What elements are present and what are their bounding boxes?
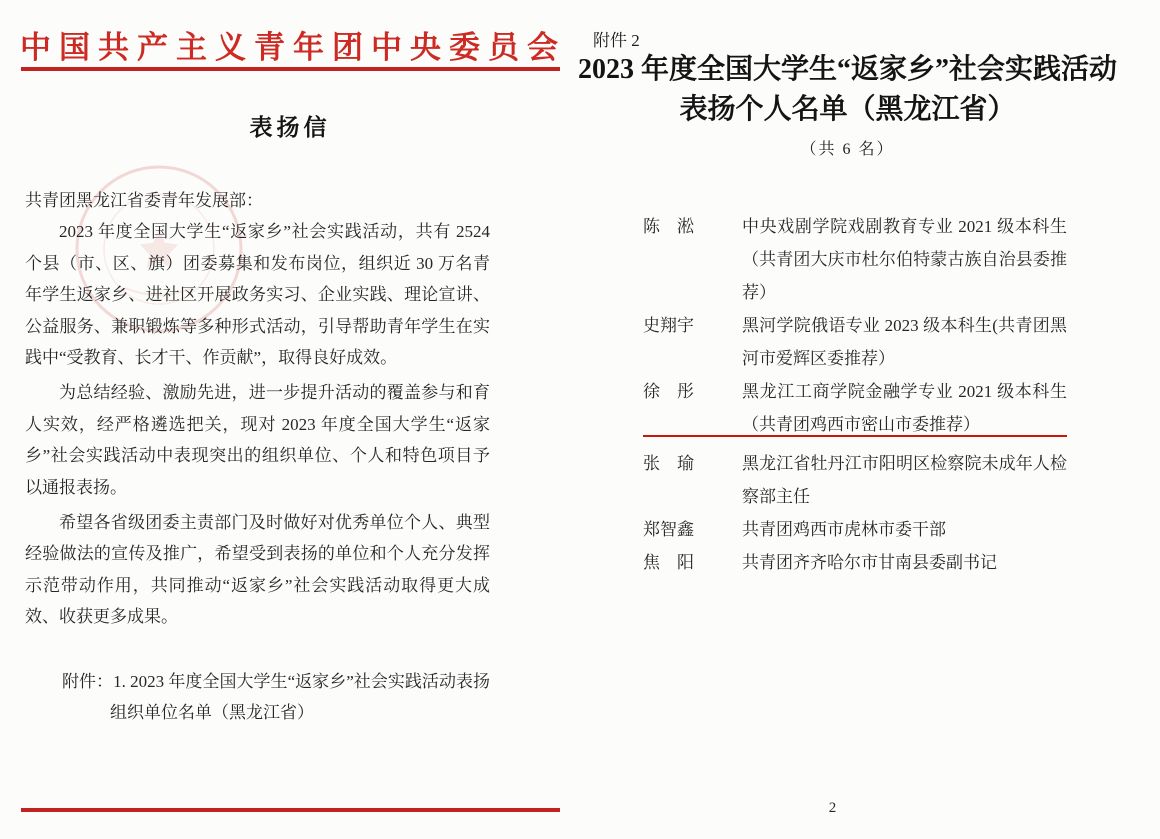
entry-name: 陈 淞 xyxy=(643,217,694,236)
entry-desc: 黑龙江工商学院金融学专业 2021 级本科生（共青团鸡西市密山市委推荐） xyxy=(742,382,1067,434)
org-header: 中国共产主义青年团中央委员会 xyxy=(20,30,566,65)
honoree-list xyxy=(643,210,1067,579)
entry-row xyxy=(643,447,1067,513)
entry-name: 张 瑜 xyxy=(643,454,694,473)
annex-title-line2: 表扬个人名单（黑龙江省） xyxy=(679,94,1016,125)
count-note: （共 6 名） xyxy=(800,141,895,158)
entry-row xyxy=(643,546,1067,579)
annex-label: 附件 2 xyxy=(593,31,640,50)
entry-name: 史翔宇 xyxy=(643,316,694,335)
entry-desc: 黑龙江省牡丹江市阳明区检察院未成年人检察部主任 xyxy=(742,454,1067,506)
letter-paragraph: 2023 年度全国大学生“返家乡”社会实践活动，共有 2524 个县（市、区、旗）团委募集和发布岗位，组织近 30 万名青年学生返家乡、进社区开展政务实习、企业实践、理论宣讲、公益服务、兼职锻炼等多种形式活动，引导帮助青年学生在实践中“受教育、长才干、作贡献”，取得良好成效。 xyxy=(25,222,490,368)
footer-rule xyxy=(21,808,560,812)
header-rule xyxy=(21,67,560,71)
letter-title: 表扬信 xyxy=(249,115,331,140)
entry-desc: 共青团鸡西市虎林市委干部 xyxy=(742,520,946,539)
annex-page xyxy=(575,0,1160,839)
entry-row xyxy=(643,375,1067,441)
letter-paragraph: 为总结经验、激励先进，进一步提升活动的覆盖参与和育人实效，经严格遴选把关，现对 2023 年度全国大学生“返家乡”社会实践活动中表现突出的组织单位、个人和特色项目予以通报表扬。 xyxy=(25,383,490,497)
entry-row xyxy=(643,210,1067,309)
letter-page xyxy=(0,0,575,839)
annex-title xyxy=(575,50,1120,130)
annex-title-line1: 2023 年度全国大学生“返家乡”社会实践活动 xyxy=(577,54,1117,85)
salutation: 共青团黑龙江省委青年发展部： xyxy=(25,191,263,210)
entry-name: 徐 彤 xyxy=(643,382,694,401)
attachment-note: 附件：1. 2023 年度全国大学生“返家乡”社会实践活动表扬组织单位名单（黑龙江省） xyxy=(62,671,490,723)
entry-row xyxy=(643,309,1067,375)
entry-desc: 黑河学院俄语专业 2023 级本科生(共青团黑河市爱辉区委推荐） xyxy=(742,316,1067,368)
entry-desc: 中央戏剧学院戏剧教育专业 2021 级本科生（共青团大庆市杜尔伯特蒙古族自治县委推荐） xyxy=(742,217,1067,302)
page-number: 2 xyxy=(828,800,837,816)
entry-name: 焦 阳 xyxy=(643,553,694,572)
entry-row xyxy=(643,513,1067,546)
letter-body xyxy=(25,185,490,729)
entry-name: 郑智鑫 xyxy=(643,520,694,539)
entry-desc: 共青团齐齐哈尔市甘南县委副书记 xyxy=(742,553,997,572)
letter-paragraph: 希望各省级团委主责部门及时做好对优秀单位个人、典型经验做法的宣传及推广，希望受到表扬的单位和个人充分发挥示范带动作用，共同推动“返家乡”社会实践活动取得更大成效、收获更多成果。 xyxy=(25,513,490,627)
